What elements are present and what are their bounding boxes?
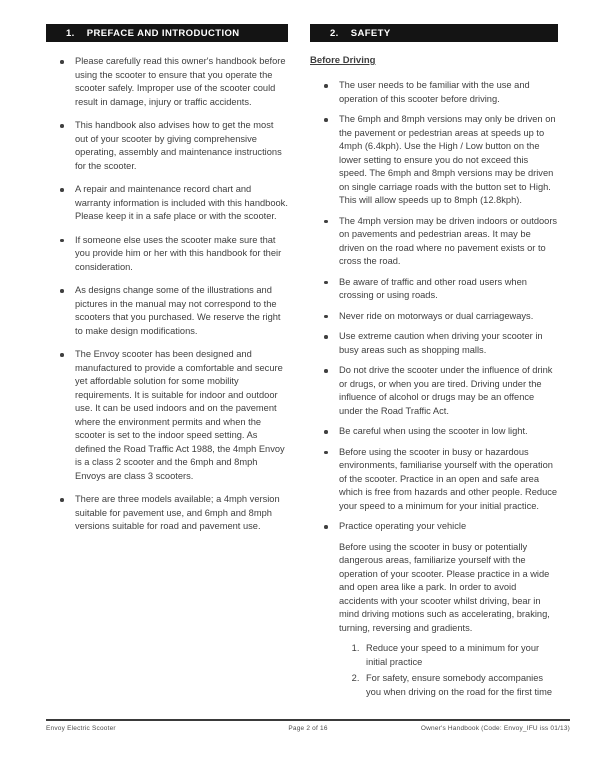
bullet-item: The 6mph and 8mph versions may only be driven on the pavement or pedestrian areas at speeds up to 4mph (6.4kph). Use the High / Low button on the lower setting to ensure you do not exceed this speed. The 6mph and 8mph versions may be driven on single carriage roads with the button set to High. This will allow speeds up to 8mph (12.8kph). bbox=[310, 113, 558, 208]
safety-bullet-list bbox=[310, 79, 558, 699]
section-number: 1. bbox=[66, 27, 75, 39]
left-column bbox=[46, 24, 288, 706]
bullet-item: There are three models available; a 4mph version suitable for pavement use, and 6mph and 8mph versions suitable for road and pavement use. bbox=[46, 493, 288, 534]
bullet-item: Use extreme caution when driving your scooter in busy areas such as shopping malls. bbox=[310, 330, 558, 357]
page-footer bbox=[46, 719, 570, 732]
footer-handbook-code: Owner's Handbook (Code: Envoy_IFU iss 01/13) bbox=[420, 725, 571, 732]
section-header-preface bbox=[46, 24, 288, 42]
two-column-layout bbox=[46, 24, 570, 706]
bullet-item: If someone else uses the scooter make sure that you provide him or her with this handbook for their consideration. bbox=[46, 234, 288, 275]
section-number: 2. bbox=[330, 27, 339, 39]
preface-bullet-list bbox=[46, 55, 288, 534]
bullet-item-practice bbox=[310, 520, 558, 699]
right-column bbox=[310, 24, 558, 706]
bullet-item: Never ride on motorways or dual carriageways. bbox=[310, 310, 558, 324]
numbered-item: 1. Reduce your speed to a minimum for your initial practice bbox=[362, 642, 558, 669]
practice-paragraph: Before using the scooter in busy or potentially dangerous areas, familiarize yourself with the operation of your scooter. Please practice in a wide and open area like a park. In order to avoid accidents with your scooter whilst driving, bear in mind driving motions such as accelerating, braking, turning, reversing and gradients. bbox=[339, 541, 550, 633]
footer-document-title: Envoy Electric Scooter bbox=[46, 725, 116, 732]
practice-lead-text: Practice operating your vehicle bbox=[339, 521, 467, 531]
numbered-list bbox=[339, 642, 558, 699]
bullet-item: Please carefully read this owner's handbook before using the scooter to ensure that you operate the scooter safely. Improper use of the scooter could result in damage, injury or traffic accidents. bbox=[46, 55, 288, 109]
subsection-heading: Before Driving bbox=[310, 55, 376, 66]
bullet-item: Before using the scooter in busy or hazardous environments, familiarise yourself with the operation of the scooter. Practice in an open and safe area which is free from hazards and other people. Reduce your speed to a minimum for your initial practice. bbox=[310, 446, 558, 514]
footer-page-number: Page 2 of 16 bbox=[288, 725, 328, 732]
section-title: PREFACE AND INTRODUCTION bbox=[86, 27, 240, 39]
bullet-item: Do not drive the scooter under the influence of drink or drugs, or when you are tired. Driving under the influence of alcohol or drugs may be an offence under the Road Traffic Act. bbox=[310, 364, 558, 418]
bullet-item: This handbook also advises how to get the most out of your scooter by giving comprehensive operating, assembly and maintenance instructions for the scooter. bbox=[46, 119, 288, 173]
bullet-item: A repair and maintenance record chart and warranty information is included with this handbook. Please keep it in a safe place or with the scooter. bbox=[46, 183, 288, 224]
bullet-item: Be careful when using the scooter in low light. bbox=[310, 425, 558, 439]
bullet-item: The 4mph version may be driven indoors or outdoors on pavements and pedestrian areas. It may be driven on the road where no pavement exists or to cross the road. bbox=[310, 215, 558, 269]
section-header-safety bbox=[310, 24, 558, 42]
bullet-item: The Envoy scooter has been designed and manufactured to provide a comfortable and secure yet affordable solution for some mobility requirements. It is suitable for indoor and outdoor use. It can be used indoors and on the pavement where the environment permits and when the scooter is set to the indoor speed setting. As defined the Road Traffic Act 1988, the 4mph Envoy is a class 2 scooter and the 6mph and 8mph Envoys are class 3 scooters. bbox=[46, 348, 288, 483]
numbered-item: 2. For safety, ensure somebody accompanies you when driving on the road for the first time bbox=[362, 672, 558, 699]
bullet-item: The user needs to be familiar with the use and operation of this scooter before driving. bbox=[310, 79, 558, 106]
bullet-item: As designs change some of the illustrations and pictures in the manual may not correspond to the scooters that you purchased. We reserve the right to make design modifications. bbox=[46, 284, 288, 338]
section-title: SAFETY bbox=[350, 27, 391, 39]
bullet-item: Be aware of traffic and other road users when crossing or using roads. bbox=[310, 276, 558, 303]
